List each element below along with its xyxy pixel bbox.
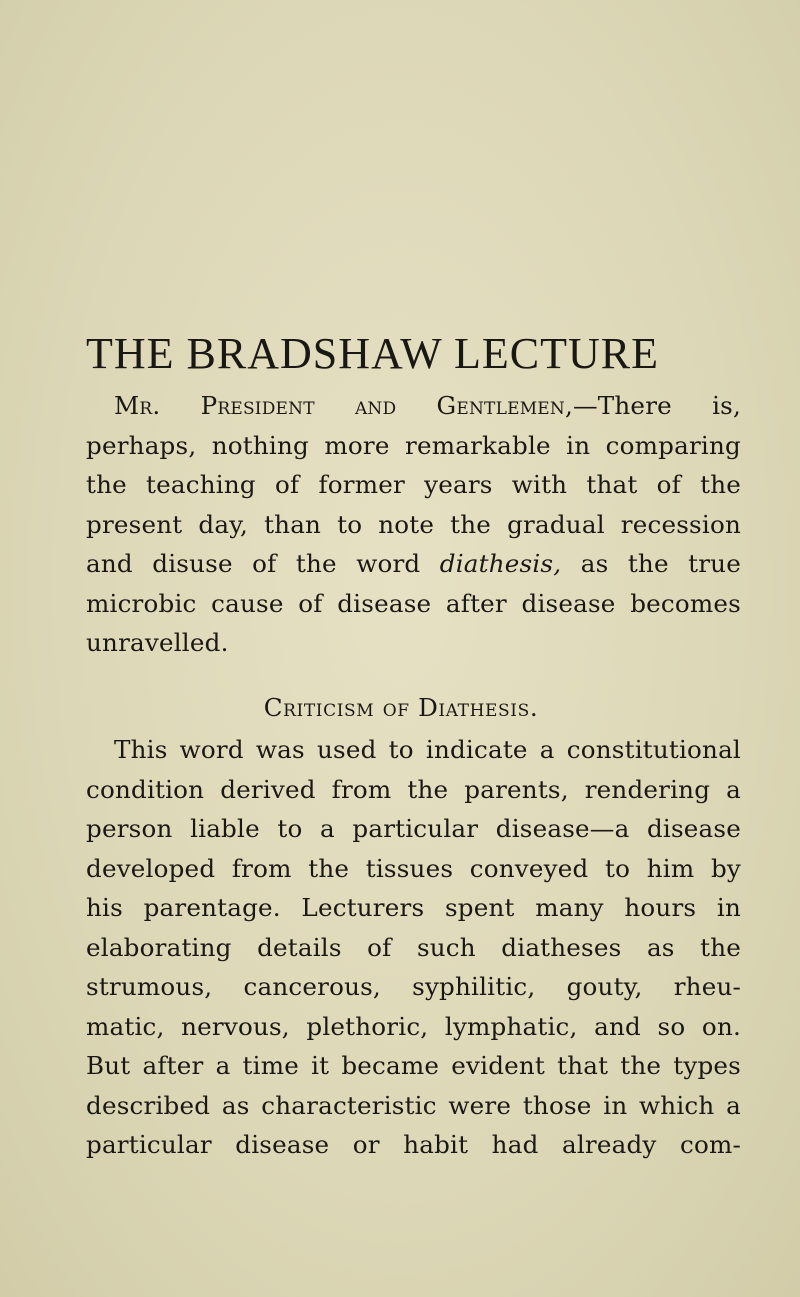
section-heading: Criticism of Diathesis. <box>263 693 539 722</box>
criticism-paragraph <box>86 730 741 1165</box>
paragraph-line: strumous, cancerous, syphilitic, gouty, rheu- <box>86 972 741 1001</box>
paragraph-line: condition derived from the parents, rendering a <box>86 774 741 804</box>
paragraph-line: described as characteristic were those in which a <box>86 1090 741 1120</box>
italic-term: diathesis, <box>439 549 562 578</box>
paragraph-line: microbic cause of disease after disease becomes <box>86 588 741 618</box>
paragraph-line: person liable to a particular disease—a disease <box>86 814 741 843</box>
paragraph-line: his parentage. Lecturers spent many hours in <box>86 893 741 922</box>
paragraph-line: present day, than to note the gradual recession <box>86 509 741 539</box>
paragraph-line: matic, nervous, plethoric, lymphatic, and so on. <box>86 1011 741 1041</box>
paragraph-line: But after a time it became evident that the types <box>86 1051 741 1080</box>
paragraph-line: developed from the tissues conveyed to him by <box>86 853 741 883</box>
opening-paragraph <box>86 386 741 663</box>
paragraph-line: This word was used to indicate a constitutional <box>114 735 741 764</box>
page-title: THE BRADSHAW LECTURE <box>86 329 659 378</box>
paragraph-line: unravelled. <box>86 628 229 657</box>
paragraph-line: perhaps, nothing more remarkable in comparing <box>86 430 741 460</box>
paragraph-line: and disuse of the word diathesis, as the true <box>86 549 741 578</box>
paragraph-line: particular disease or habit had already com- <box>86 1130 741 1159</box>
paragraph-line: Mr. President and Gentlemen,—There is, <box>114 391 741 420</box>
paragraph-line: elaborating details of such diatheses as the <box>86 932 741 962</box>
salutation: Mr. President and Gentlemen, <box>114 391 573 420</box>
paragraph-line: the teaching of former years with that of the <box>86 470 741 499</box>
